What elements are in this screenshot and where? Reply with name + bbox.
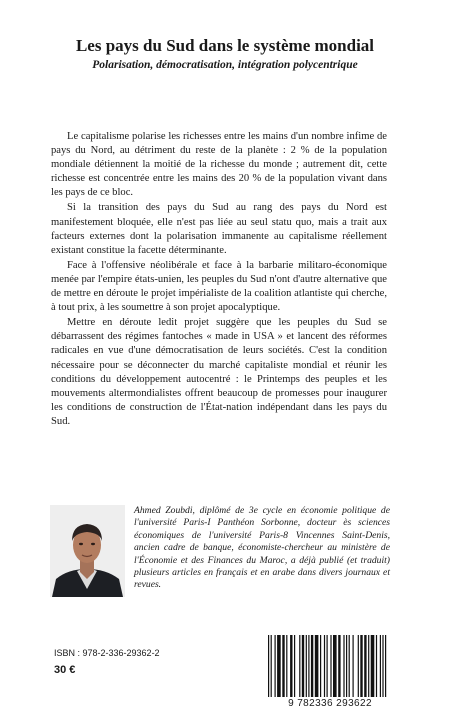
- paragraph-4: Mettre en déroute ledit projet suggère que les peuples du Sud se débarrassent des régimes fantoches « made in USA » et lancent des réformes radicales en vue d'une démocratisation de leurs sociétés. C'est la condition nécessaire pour se déconnecter du marché capitaliste mondial et réunir les conditions du développement autocentré : le Printemps des peuples et les mouvements altermondialistes offrent beaucoup de promesses pour inaugurer les conditions de construction de l'État-nation indépendant dans les pays du Sud.: [51, 317, 387, 427]
- paragraph-3: Face à l'offensive néolibérale et face à la barbarie militaro-économique menée par l'empire états-unien, les peuples du Sud n'ont d'autre alternative que de mettre en déroute le projet impérialiste de la coalition atlantiste qui cherche, à tout prix, à les soumettre à son projet apocalyptique.: [51, 259, 387, 314]
- paragraph-2: Si la transition des pays du Sud au rang des pays du Nord est manifestement bloquée, elle n'est pas liée au seul statu quo, mais a trait aux facteurs externes dont la polarisation immanente au capitalisme réellement existant constitue la facette déterminante.: [51, 202, 387, 256]
- barcode-number: 9 782336 293622: [288, 698, 372, 709]
- barcode: [266, 635, 394, 697]
- isbn-label: ISBN : 978-2-336-29362-2: [54, 648, 160, 658]
- paragraph-1: Le capitalisme polarise les richesses entre les mains d'un nombre infime de pays du Nord, au détriment du reste de la planète : 2 % de la population mondiale détiennent la moitié de la richesse du monde ; autrement dit, cette richesse est concentrée entre les mains des 20 % de la population vivant dans les pays de ce bloc.: [51, 131, 387, 199]
- author-bio: Ahmed Zoubdi, diplômé de 3e cycle en économie politique de l'université Paris-I Panthéon Sorbonne, docteur ès sciences économiques de l'université Paris-8 Vincennes Saint-Denis, ancien cadre de banque, économiste-chercheur au ministère de l'Économie et des Finances du Maroc, a déjà publié (et traduit) plusieurs articles en français et en arabe dans divers journaux et revues.: [134, 505, 390, 591]
- price-label: 30 €: [54, 664, 76, 676]
- author-photo: [50, 505, 125, 597]
- author-portrait-icon: [50, 505, 125, 597]
- book-subtitle: Polarisation, démocratisation, intégration polycentrique: [92, 59, 358, 71]
- book-title: Les pays du Sud dans le système mondial: [75, 36, 375, 55]
- back-cover-text: [51, 130, 387, 430]
